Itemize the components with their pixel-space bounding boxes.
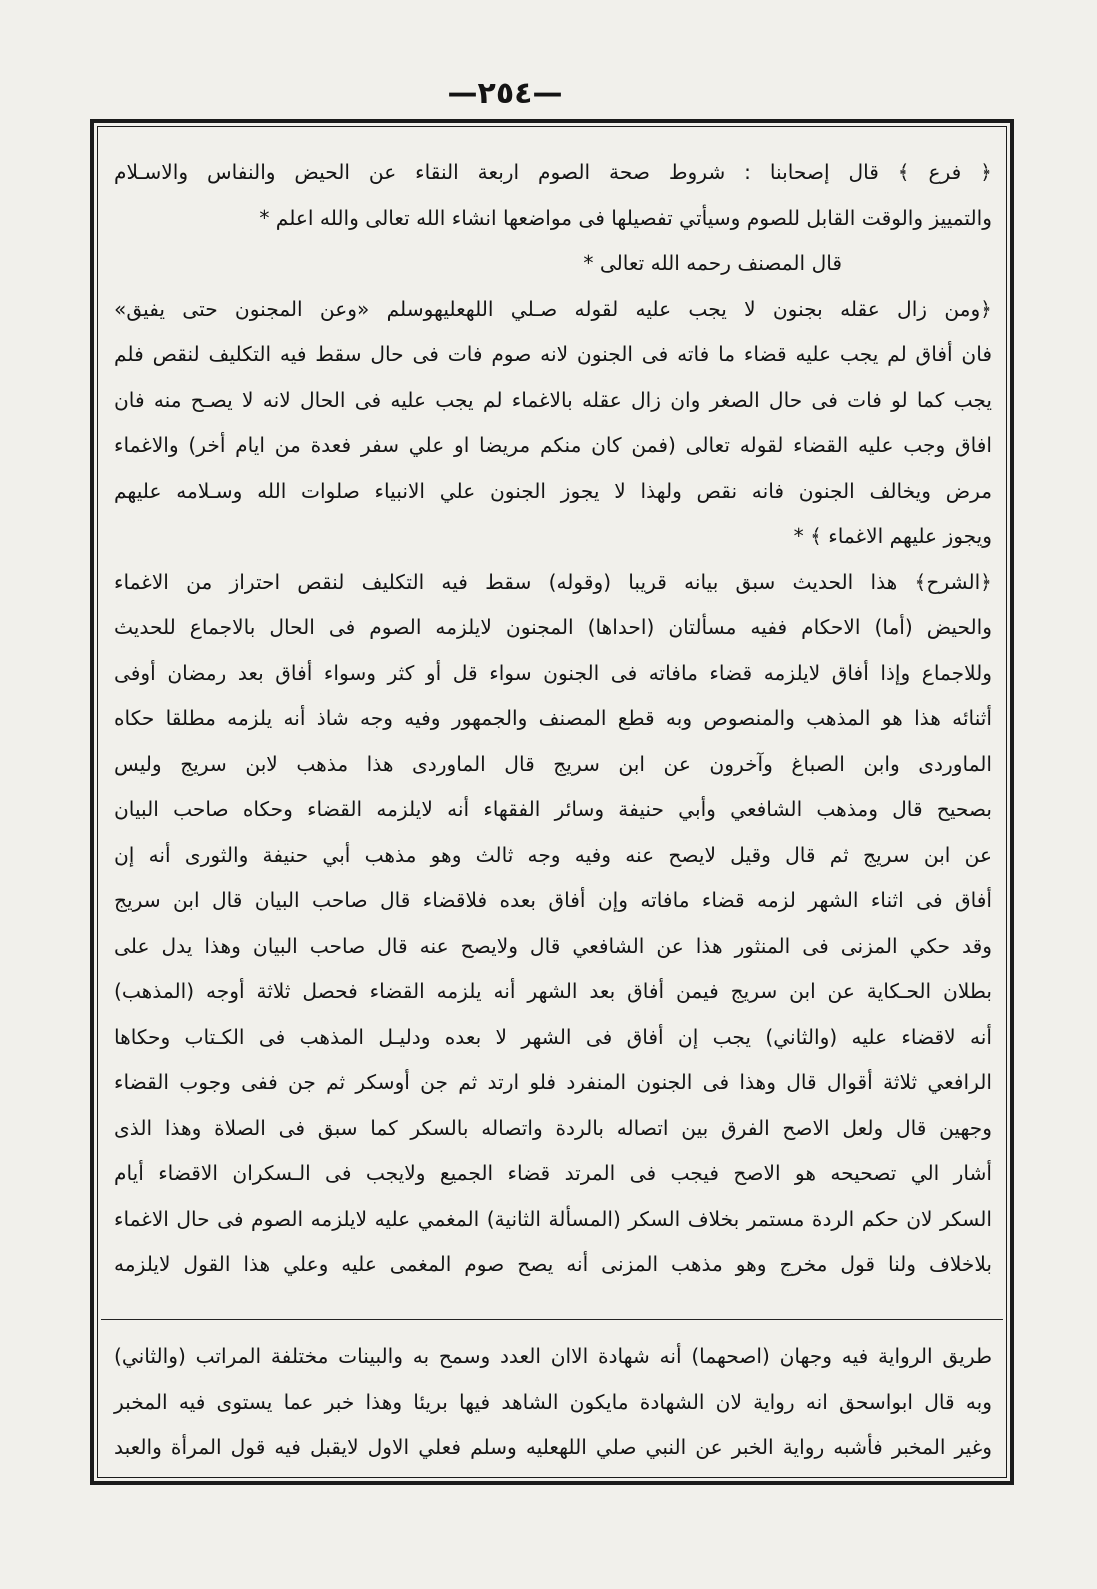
footnote-separator (101, 1319, 1003, 1320)
text-line: بطلان الحـكاية عن ابن سريج فيمن أفاق بعد الشهر أنه يلزمه القضاء فحصل ثلاثة أوجه (المذهب) (114, 979, 992, 1003)
page-number: —٢٥٤— (447, 76, 563, 111)
text-line: ﴿ومن زال عقله بجنون لا يجب عليه لقوله صـلي اللهعليهوسلم «وعن المجنون حتى يفيق» (114, 296, 992, 321)
text-line: عن ابن سريج ثم قال وقيل لايصح عنه وفيه وجه ثالث وهو مذهب أبي حنيفة والثورى أنه إن (114, 842, 992, 867)
main-text (112, 150, 992, 1288)
text-line: أشار الي تصحيحه هو الاصح فيجب فى المرتد قضاء الجميع ولايجب فى الـسكران الاقضاء أيام (114, 1161, 992, 1185)
footnote-line: وبه قال ابواسحق انه رواية لان الشهادة مايكون الشاهد فيها بريئا وهذا خبر عما يستوى فيه المخبر (114, 1389, 992, 1414)
text-line: وجهين قال ولعل الاصح الفرق بين اتصاله بالردة واتصاله بالسكر كما سبق فى الصلاة وهذا الذى (114, 1115, 992, 1140)
text-line: ﴿الشرح﴾ هذا الحديث سبق بيانه قريبا (وقوله) سقط فيه التكليف لنقص احتراز من الاغماء (114, 569, 992, 594)
text-line: يجب كما لو فات فى حال الصغر وان زال عقله بالاغماء لم يجب عليه فى الحال لانه لا يصـح منه فان (114, 387, 992, 412)
section-heading-line: قال المصنف رحمه الله تعالى * (583, 251, 842, 275)
text-line: الماوردى وابن الصباغ وآخرون عن ابن سريج قال الماوردى هذا مذهب لابن سريج وليس (114, 751, 992, 776)
footnote-line: وغير المخبر فأشبه رواية الخبر عن النبي صلي اللهعليه وسلم فعلي الاول لايقبل فيه قول المرأة والعبد (114, 1435, 992, 1459)
footnote (112, 1334, 992, 1471)
text-line: وقد حكي المزنى فى المنثور هذا عن الشافعي قال ولايصح عنه قال صاحب البيان وهذا يدل على (114, 933, 992, 958)
text-line: افاق وجب عليه القضاء لقوله تعالى (فمن كان منكم مريضا او علي سفر فعدة من ايام أخر) والاغماء (114, 433, 992, 457)
text-line: فان أفاق لم يجب عليه قضاء ما فاته فى الجنون لانه صوم فات فى حال سقط فيه التكليف لنقص فلم (114, 342, 992, 366)
text-line: السكر لان حكم الردة مستمر بخلاف السكر (المسألة الثانية) المغمي عليه لايلزمه الصوم فى حال الاغماء (114, 1206, 992, 1231)
text-line: الرافعي ثلاثة أقوال قال وهذا فى الجنون المنفرد فلو ارتد ثم جن أوسكر ثم جن ففى وجوب القضاء (114, 1070, 992, 1094)
text-line: ﴿ فرع ﴾ قال إصحابنا : شروط صحة الصوم اربعة النقاء عن الحيض والنفاس والاسـلام (114, 160, 992, 184)
text-line: والتمييز والوقت القابل للصوم وسيأتي تفصيلها فى مواضعها انشاء الله تعالى والله اعلم * (259, 205, 992, 230)
text-line: ويجوز عليهم الاغماء ﴾ * (793, 524, 992, 548)
text-line: مرض ويخالف الجنون فانه نقص ولهذا لا يجوز الجنون علي الانبياء صلوات الله وسـلامه عليهم (114, 478, 992, 503)
text-line: أثنائه هذا هو المذهب والمنصوص وبه قطع المصنف والجمهور وفيه وجه شاذ أنه يلزمه مطلقا حكاه (114, 706, 992, 730)
text-line: أفاق فى اثناء الشهر لزمه قضاء مافاته وإن أفاق بعده فلاقضاء قال صاحب البيان قال ابن سريج (114, 888, 992, 912)
text-line: وللاجماع وإذا أفاق لايلزمه قضاء مافاته فى الجنون سواء قل أو كثر وسواء أفاق بعد رمضان أوفى (114, 660, 992, 685)
text-line: والحيض (أما) الاحكام ففيه مسألتان (احداها) المجنون لايلزمه الصوم فى الحال بالاجماع للحديث (114, 615, 992, 639)
text-line: أنه لاقضاء عليه (والثاني) يجب إن أفاق فى الشهر لا بعده ودليـل المذهب فى الكـتاب وحكاها (114, 1024, 992, 1049)
footnote-line: طريق الرواية فيه وجهان (اصحهما) أنه شهادة الاان العدد وسمح به والبينات مختلفة المراتب (والثاني) (114, 1344, 992, 1368)
text-line: بصحيح قال ومذهب الشافعي وأبي حنيفة وسائر الفقهاء أنه لايلزمه القضاء وحكاه صاحب البيان (114, 797, 992, 821)
text-line: بلاخلاف ولنا قول مخرج وهو مذهب المزنى أنه يصح صوم المغمى عليه وعلي هذا القول لايلزمه (114, 1252, 992, 1276)
